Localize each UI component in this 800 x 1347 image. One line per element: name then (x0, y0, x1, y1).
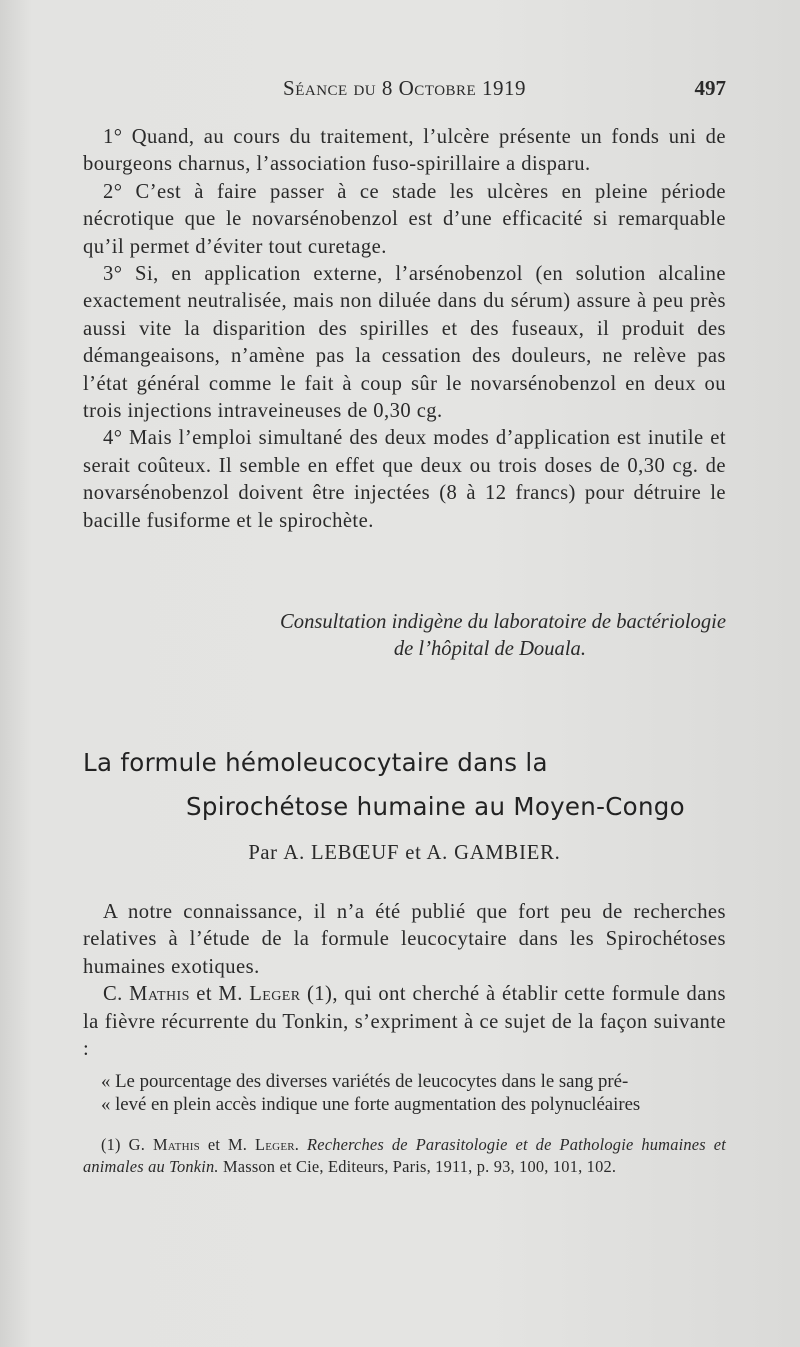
footnote-publisher: Masson et Cie, Editeurs, Paris, 1911, p. 93, 100, 101, 102. (218, 1157, 617, 1176)
conclusion-paragraph: 4° Mais l’emploi simultané des deux modes d’application est inutile et serait coûteux. Il semble en effet que deux ou trois doses de 0,30 cg. de novarsénobenzol doivent être injectées (8 à 12 francs) pour détruire le bacille fusiforme et le spirochète. (83, 427, 726, 532)
intro-paragraph: A notre connaissance, il n’a été publié que fort peu de recherches relatives à l’étude de la formule leucocytaire dans les Spirochétoses humaines exotiques. (83, 901, 726, 978)
author-names: A. LEBŒUF et A. GAMBIER. (283, 842, 561, 864)
byline-prefix: Par (248, 842, 278, 864)
title-line: La formule hémoleucocytaire dans la (83, 748, 548, 777)
quote-line: « levé en plein accès indique une forte augmentation des polynucléaires (101, 1094, 641, 1115)
signature-line: Consultation indigène du laboratoire de bactériologie (280, 611, 726, 633)
block-quote (83, 1070, 726, 1116)
citation-paragraph: C. Mathis et M. Leger (1), qui ont cherché à établir cette formule dans la fièvre récurrente du Tonkin, s’expriment à ce sujet de la façon suivante : (83, 983, 726, 1061)
article-body (83, 899, 726, 1063)
previous-article-conclusions (83, 124, 726, 535)
conclusion-paragraph: 1° Quand, au cours du traitement, l’ulcère présente un fonds uni de bourgeons charnus, l’association fuso-spirillaire a disparu. (83, 126, 726, 176)
title-line: Spirochétose humaine au Moyen-Congo (186, 792, 685, 821)
footnote: (1) G. Mathis et M. Leger. Recherches de Parasitologie et de Pathologie humaines et animales au Tonkin. Masson et Cie, Editeurs, Paris, 1911, p. 93, 100, 101, 102. (83, 1135, 726, 1176)
footnote-marker: (1) G. (101, 1135, 153, 1154)
byline (83, 842, 726, 865)
footnote-title: Recherches de Parasitologie et de Pathologie humaines et animales au Tonkin. (83, 1135, 726, 1176)
signature-line: de l’hôpital de Douala. (393, 638, 586, 660)
institution-signature (83, 609, 726, 663)
conclusion-paragraph: 2° C’est à faire passer à ce stade les ulcères en pleine période nécrotique que le novarsénobenzol est d’une efficacité si remarquable qu’il permet d’éviter tout curetage. (83, 180, 726, 258)
quote-line: « Le pourcentage des diverses variétés de leucocytes dans le sang pré- (101, 1071, 629, 1092)
page-number: 497 (694, 76, 726, 100)
page-header (83, 76, 726, 106)
article-title (83, 741, 726, 829)
conclusion-paragraph: 3° Si, en application externe, l’arsénobenzol (en solution alcaline exactement neutralisée, mais non diluée dans du sérum) assure à peu près aussi vite la disparition des spirilles et des fuseaux, il produit des démangeaisons, n’amène pas la cessation des douleurs, ne relève pas l’état général comme le fait à coup sûr le novarsénobenzol en deux ou trois injections intraveineuses de 0,30 cg. (83, 263, 726, 423)
running-title: Séance du 8 Octobre 1919 (283, 76, 526, 100)
